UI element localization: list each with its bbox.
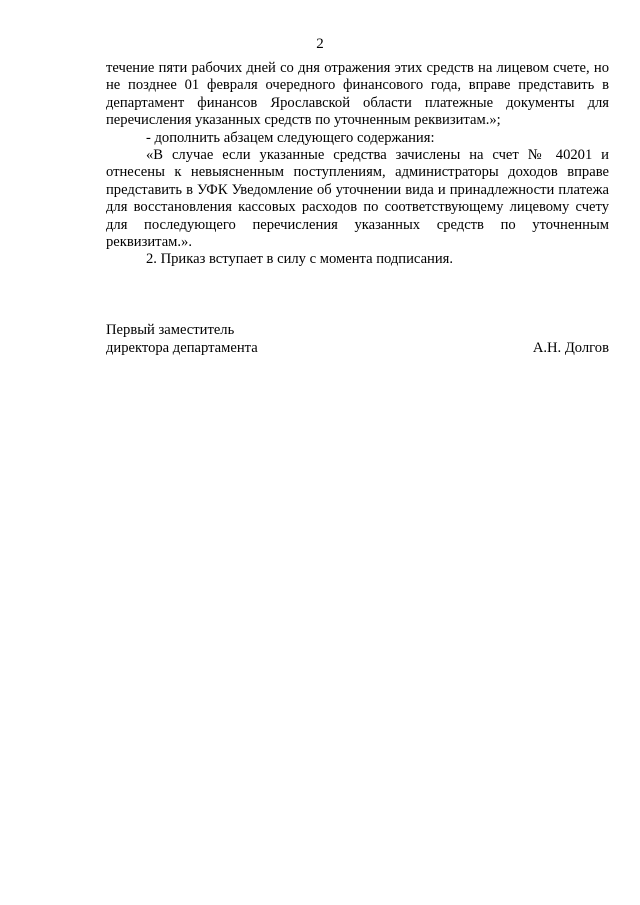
paragraph-continuation: течение пяти рабочих дней со дня отражения этих средств на лицевом счете, но не позднее 01 февраля очередного финансового года, вправе представить в департамент финансов Ярославской области платежные документы для перечисления указанных средств по уточненным реквизитам.»; bbox=[106, 60, 609, 129]
signature-row bbox=[106, 339, 609, 357]
document-body bbox=[106, 60, 609, 269]
signatory-position-line1: Первый заместитель bbox=[106, 322, 235, 338]
paragraph-amendment-intro: - дополнить абзацем следующего содержания: bbox=[146, 129, 435, 146]
signatory-position-line2: директора департамента bbox=[106, 340, 258, 356]
signatory-name: А.Н. Долгов bbox=[532, 340, 609, 356]
paragraph-effective-clause: 2. Приказ вступает в силу с момента подписания. bbox=[146, 251, 454, 268]
page-number: 2 bbox=[316, 36, 324, 52]
signature-block bbox=[106, 321, 609, 357]
paragraph-amendment-text: «В случае если указанные средства зачислены на счет № 40201 и отнесены к невыясненным поступлениям, администраторы доходов вправе представить в УФК Уведомление об уточнении вида и принадлежности платежа для восстановления кассовых расходов по соответствующему лицевому счету для последующего перечисления указанных средств по уточненным реквизитам.». bbox=[106, 147, 609, 251]
